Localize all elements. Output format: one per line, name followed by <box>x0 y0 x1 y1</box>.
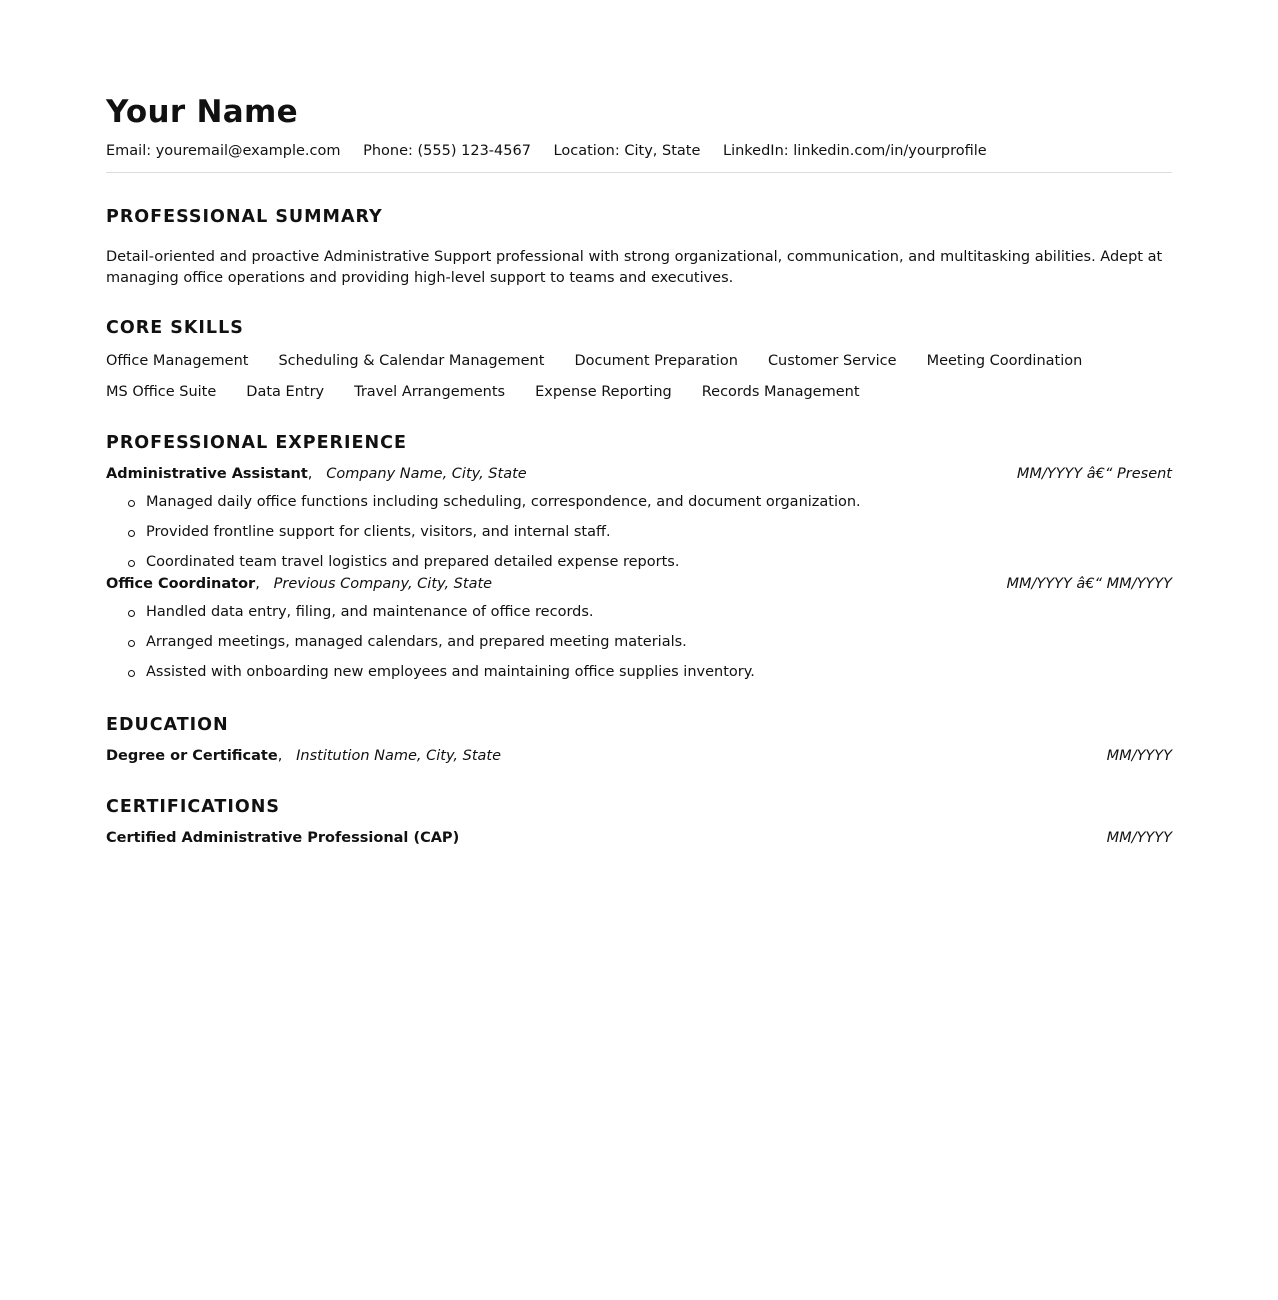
certification-date: MM/YYYY <box>1106 830 1172 846</box>
skill: Document Preparation <box>574 353 738 369</box>
skill: MS Office Suite <box>106 384 217 400</box>
education-heading: EDUCATION <box>106 715 229 735</box>
skill: Office Management <box>106 353 249 369</box>
job-bullets <box>146 604 755 694</box>
list-item: Arranged meetings, managed calendars, and prepared meeting materials. <box>146 634 755 664</box>
skill: Customer Service <box>767 353 897 369</box>
skills-heading: CORE SKILLS <box>106 318 244 338</box>
contact-linkedin: LinkedIn: linkedin.com/in/yourprofile <box>723 143 987 159</box>
education-entry: Degree or Certificate, Institution Name, City, State MM/YYYY <box>106 748 1172 764</box>
summary-text: Detail-oriented and proactive Administrative Support professional with strong organizational, communication, and multitasking abilities. Adept at managing office operations and providing high-level support to teams and executives. <box>106 249 1163 286</box>
certification-name: Certified Administrative Professional (CAP) <box>106 830 460 846</box>
job-company: Company Name, City, State <box>326 466 527 482</box>
list-item: Provided frontline support for clients, visitors, and internal staff. <box>146 524 861 554</box>
job-company: Previous Company, City, State <box>273 576 493 592</box>
skill: Expense Reporting <box>535 384 672 400</box>
job-header: Administrative Assistant, Company Name, City, State MM/YYYY â€“ Present <box>106 466 1172 482</box>
skill: Meeting Coordination <box>926 353 1083 369</box>
job-bullets <box>146 494 861 584</box>
education-date: MM/YYYY <box>1106 748 1172 764</box>
experience-heading: PROFESSIONAL EXPERIENCE <box>106 433 407 453</box>
certification-entry <box>106 830 1172 846</box>
job-dates: MM/YYYY â€“ MM/YYYY <box>1006 576 1172 592</box>
candidate-name: Your Name <box>106 94 298 130</box>
institution: Institution Name, City, State <box>296 748 502 764</box>
contact-info <box>106 143 1005 159</box>
summary-heading: PROFESSIONAL SUMMARY <box>106 207 383 227</box>
list-item: Managed daily office functions including scheduling, correspondence, and document organization. <box>146 494 861 524</box>
divider <box>106 172 1172 173</box>
skill: Data Entry <box>246 384 325 400</box>
contact-location: Location: City, State <box>553 143 701 159</box>
list-item: Handled data entry, filing, and maintenance of office records. <box>146 604 755 634</box>
contact-email: Email: youremail@example.com <box>106 143 341 159</box>
skills-row-1 <box>106 353 1112 369</box>
list-item: Coordinated team travel logistics and prepared detailed expense reports. <box>146 554 861 584</box>
job-title: Office Coordinator <box>106 576 256 592</box>
skills-row-2 <box>106 384 890 400</box>
list-item: Assisted with onboarding new employees and maintaining office supplies inventory. <box>146 664 755 694</box>
certifications-heading: CERTIFICATIONS <box>106 797 281 817</box>
job-header: Office Coordinator, Previous Company, City, State MM/YYYY â€“ MM/YYYY <box>106 576 1172 592</box>
skill: Scheduling & Calendar Management <box>278 353 545 369</box>
skill: Records Management <box>701 384 860 400</box>
job-dates: MM/YYYY â€“ Present <box>1016 466 1172 482</box>
degree: Degree or Certificate <box>106 748 278 764</box>
skill: Travel Arrangements <box>354 384 506 400</box>
job-title: Administrative Assistant <box>106 466 308 482</box>
contact-phone: Phone: (555) 123-4567 <box>363 143 531 159</box>
